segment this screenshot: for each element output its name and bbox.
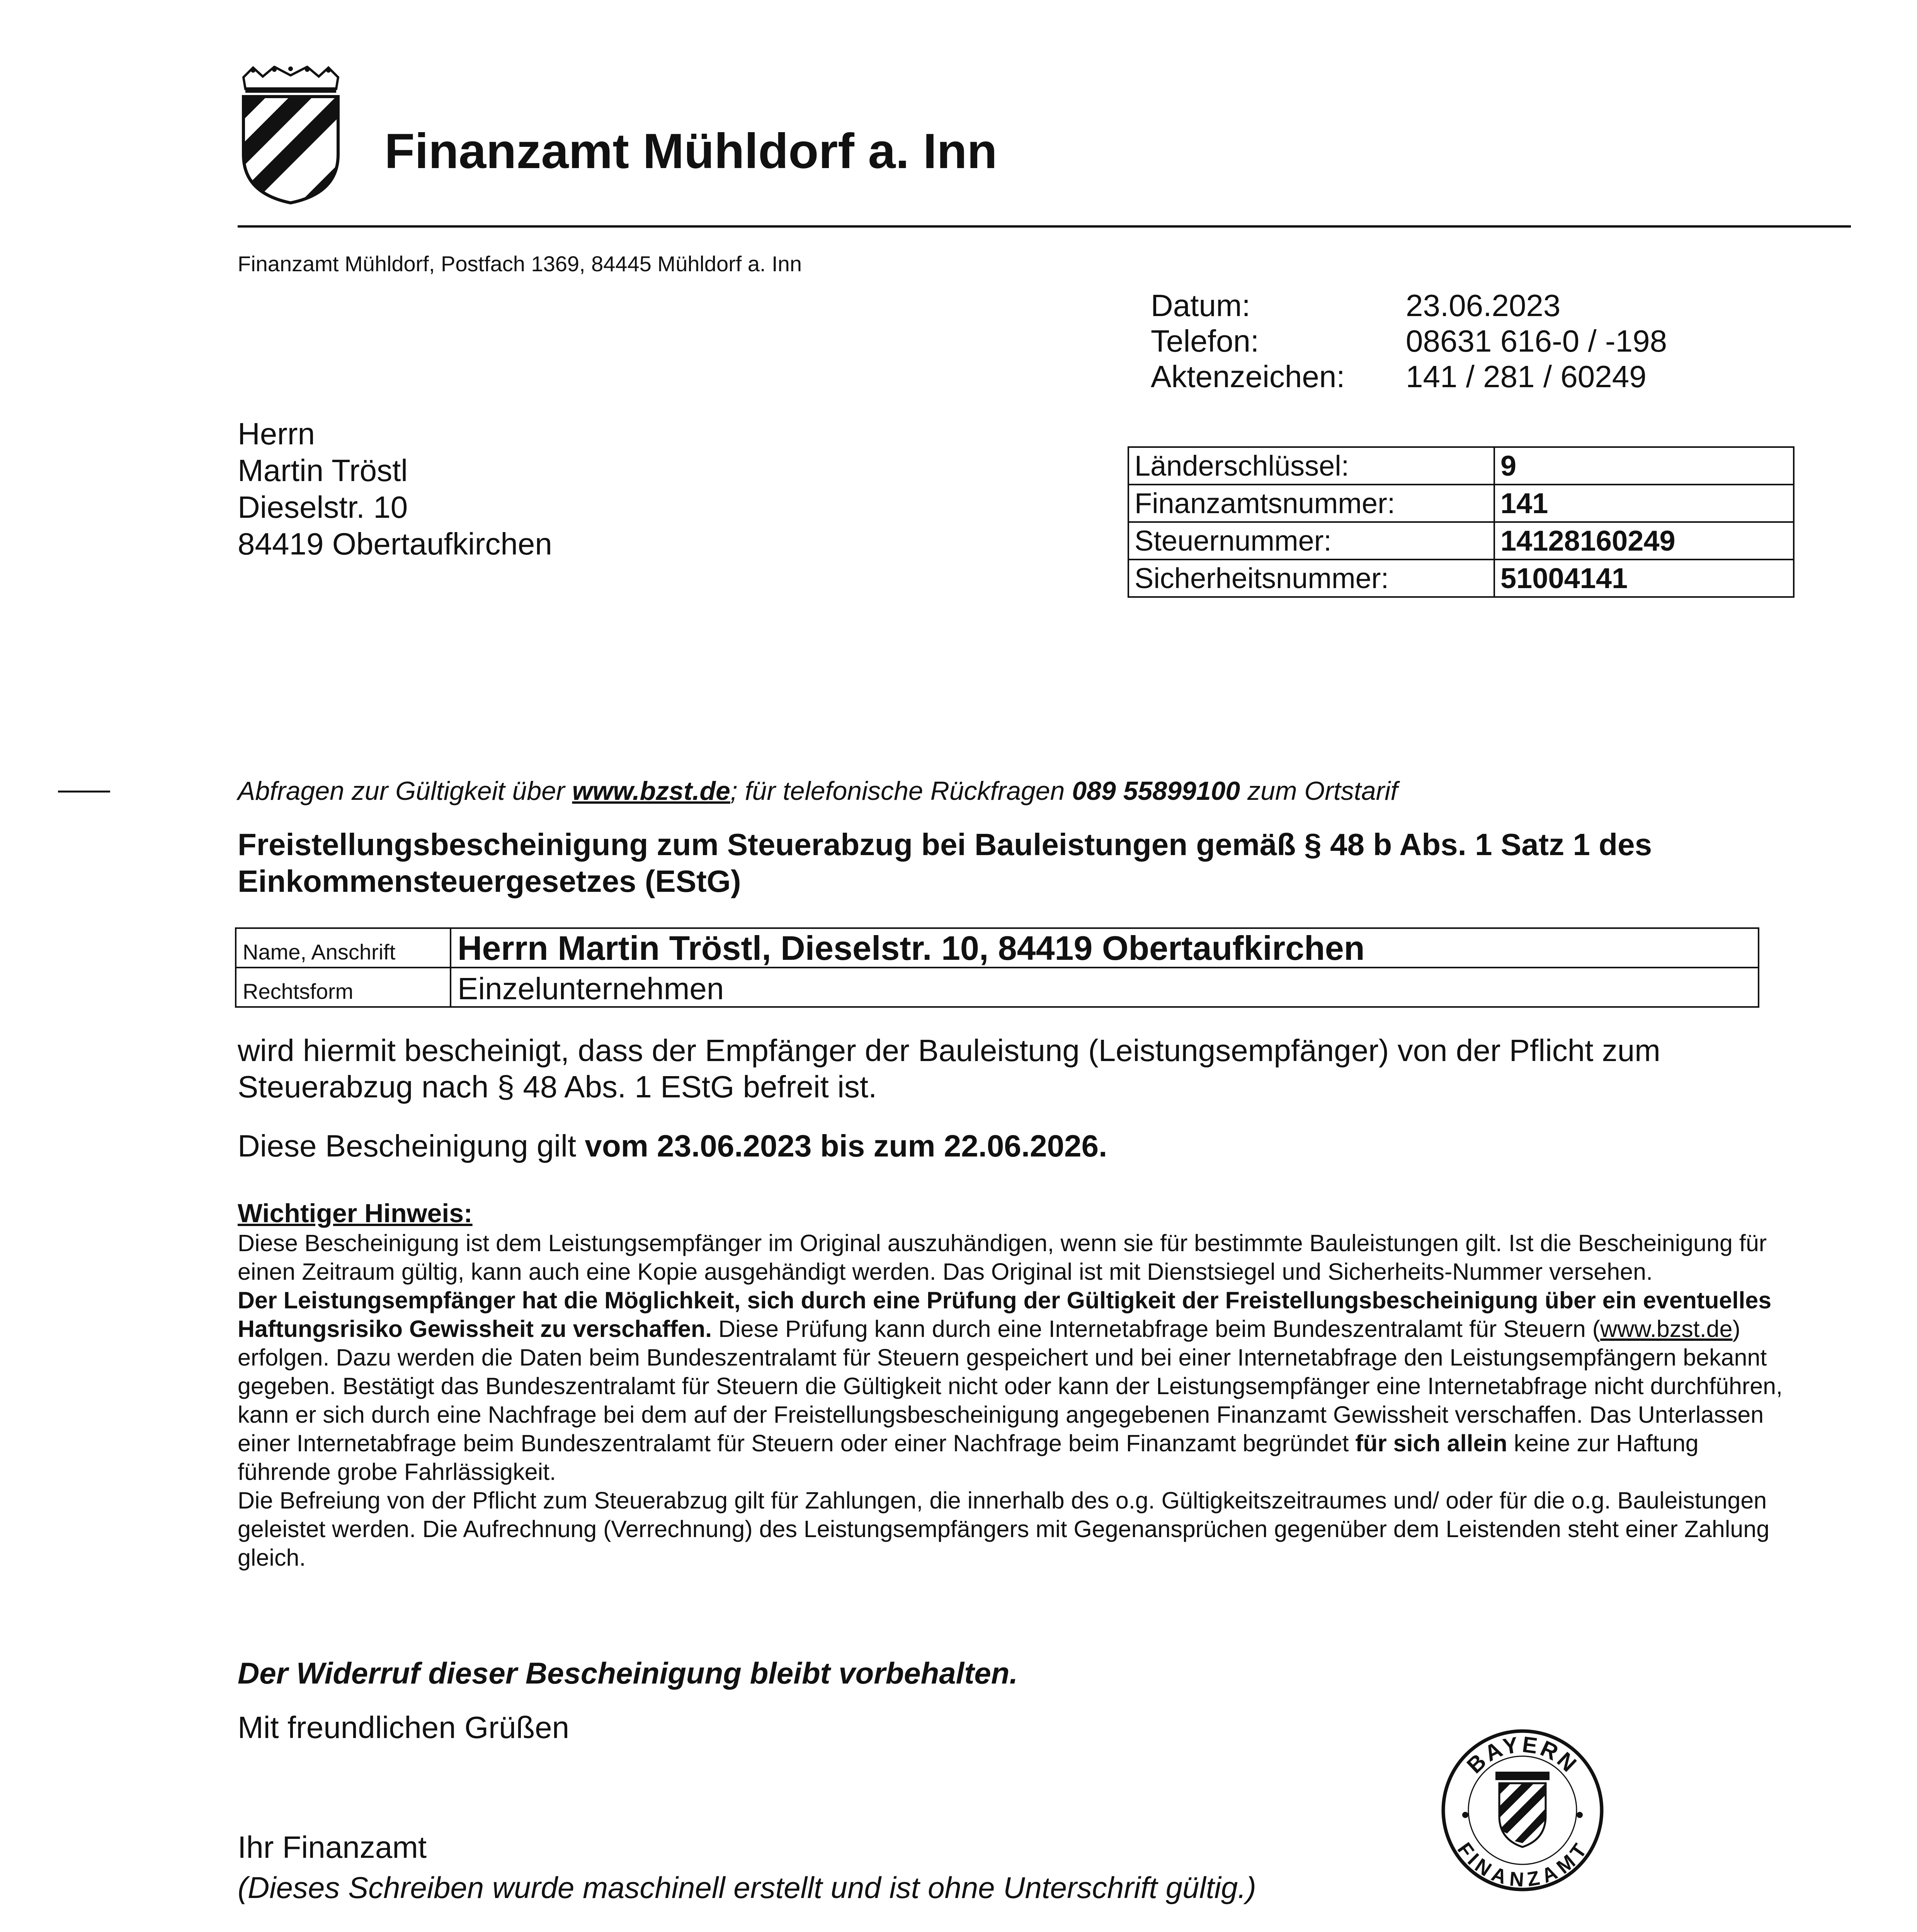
header-divider [238,225,1851,228]
svg-text:BAYERN: BAYERN [1462,1731,1583,1779]
table-row: Sicherheitsnummer: 51004141 [1128,560,1794,597]
bavarian-crest-icon [238,66,344,205]
signoff-office: Ihr Finanzamt [238,1830,427,1864]
table-row: Länderschlüssel: 9 [1128,447,1794,485]
recipient-name: Martin Tröstl [238,453,408,488]
notice-paragraph: Diese Bescheinigung ist dem Leistungsempfänger im Original auszuhändigen, wenn sie für bestimmte Bauleistungen gilt. Ist die Bescheinigung für einen Zeitraum gültig, kann auch eine Kopie ausgehändigt werden. Das Original ist mit Dienstsiegel und Sicherheits-Nummer versehen. [238,1230,1767,1285]
exemption-statement: wird hiermit bescheinigt, dass der Empfänger der Bauleistung (Leistungsempfänger) von der Pflicht zum Steuerabzug nach § 48 Abs. 1 EStG befreit ist. [238,1033,1660,1104]
sender-address-line: Finanzamt Mühldorf, Postfach 1369, 84445 Mühldorf a. Inn [238,252,802,276]
bzst-link[interactable]: www.bzst.de [1600,1316,1733,1342]
notice-paragraph: Der Leistungsempfänger hat die Möglichkeit, sich durch eine Prüfung der Gültigkeit der Freistellungsbescheinigung über ein eventuelles Haftungsrisiko Gewissheit zu verschaffen. Diese Prüfung kann durch eine Internetabfrage beim Bundeszentralamt für Steuern (www.bzst.de) erfolgen. Dazu werden die Daten beim Bundeszentralamt für Steuern gespeichert und bei einer Internetabfrage den Leistungsempfängern bekannt gegeben. Bestätigt das Bundeszentralamt für Steuern die Gültigkeit nicht oder kann der Leistungsempfänger eine Internetabfrage nicht durchführen, kann er sich durch eine Nachfrage bei dem auf der Freistellungsbescheinigung angegebenen Finanzamt Gewissheit verschaffen. Das Unterlassen einer Internetabfrage beim Bundeszentralamt für Steuern oder einer Nachfrage beim Finanzamt begründet für sich allein keine zur Haftung führende grobe Fahrlässigkeit. [238,1287,1783,1485]
table-row: Rechtsform Einzelunternehmen [236,968,1759,1007]
table-row: Steuernummer: 14128160249 [1128,522,1794,560]
bzst-link[interactable]: www.bzst.de [572,776,730,806]
fold-mark [58,791,110,793]
svg-text:FINANZAMT: FINANZAMT [1453,1838,1592,1891]
meta-date: Datum: 23.06.2023 [1151,288,1561,323]
document-heading: Freistellungsbescheinigung zum Steuerabzug bei Bauleistungen gemäß § 48 b Abs. 1 Satz 1 des Einkommensteuergesetzes (EStG) [238,827,1652,898]
revocation-note: Der Widerruf dieser Bescheinigung bleibt vorbehalten. [238,1656,1018,1690]
closing-greeting: Mit freundlichen Grüßen [238,1710,570,1745]
table-row: Finanzamtsnummer: 141 [1128,485,1794,522]
tax-id-table [1128,446,1795,598]
meta-phone: Telefon: 08631 616-0 / -198 [1151,324,1667,358]
recipient-street: Dieselstr. 10 [238,490,408,524]
validity-period: Diese Bescheinigung gilt vom 23.06.2023 bis zum 22.06.2026. [238,1129,1107,1163]
notice-paragraph: Die Befreiung von der Pflicht zum Steuerabzug gilt für Zahlungen, die innerhalb des o.g. Gültigkeitszeitraumes und/ oder für die o.g. Bauleistungen geleistet werden. Die Aufrechnung (Verrechnung) des Leistungsempfängers mit Gegenansprüchen gegenüber dem Leistenden steht einer Zahlung gleich. [238,1487,1770,1571]
important-notice [238,1198,1791,1572]
letter-meta [1151,288,1667,395]
recipient-city: 84419 Obertaufkirchen [238,527,552,561]
meta-file-ref: Aktenzeichen: 141 / 281 / 60249 [1151,359,1647,394]
official-seal-icon [1437,1725,1607,1895]
recipient-info-table [235,927,1759,1008]
hotline-number: 089 55899100 [1072,776,1240,806]
office-title: Finanzamt Mühldorf a. Inn [384,124,997,179]
recipient-salutation: Herrn [238,417,315,451]
validity-hint: Abfragen zur Gültigkeit über www.bzst.de; für telefonische Rückfragen 089 55899100 zum Ortstarif [238,776,1398,806]
table-row: Name, Anschrift Herrn Martin Tröstl, Dieselstr. 10, 84419 Obertaufkirchen [236,928,1759,968]
machine-generated-note: (Dieses Schreiben wurde maschinell erstellt und ist ohne Unterschrift gültig.) [238,1871,1256,1905]
recipient-address [238,415,552,562]
notice-title: Wichtiger Hinweis: [238,1199,473,1228]
